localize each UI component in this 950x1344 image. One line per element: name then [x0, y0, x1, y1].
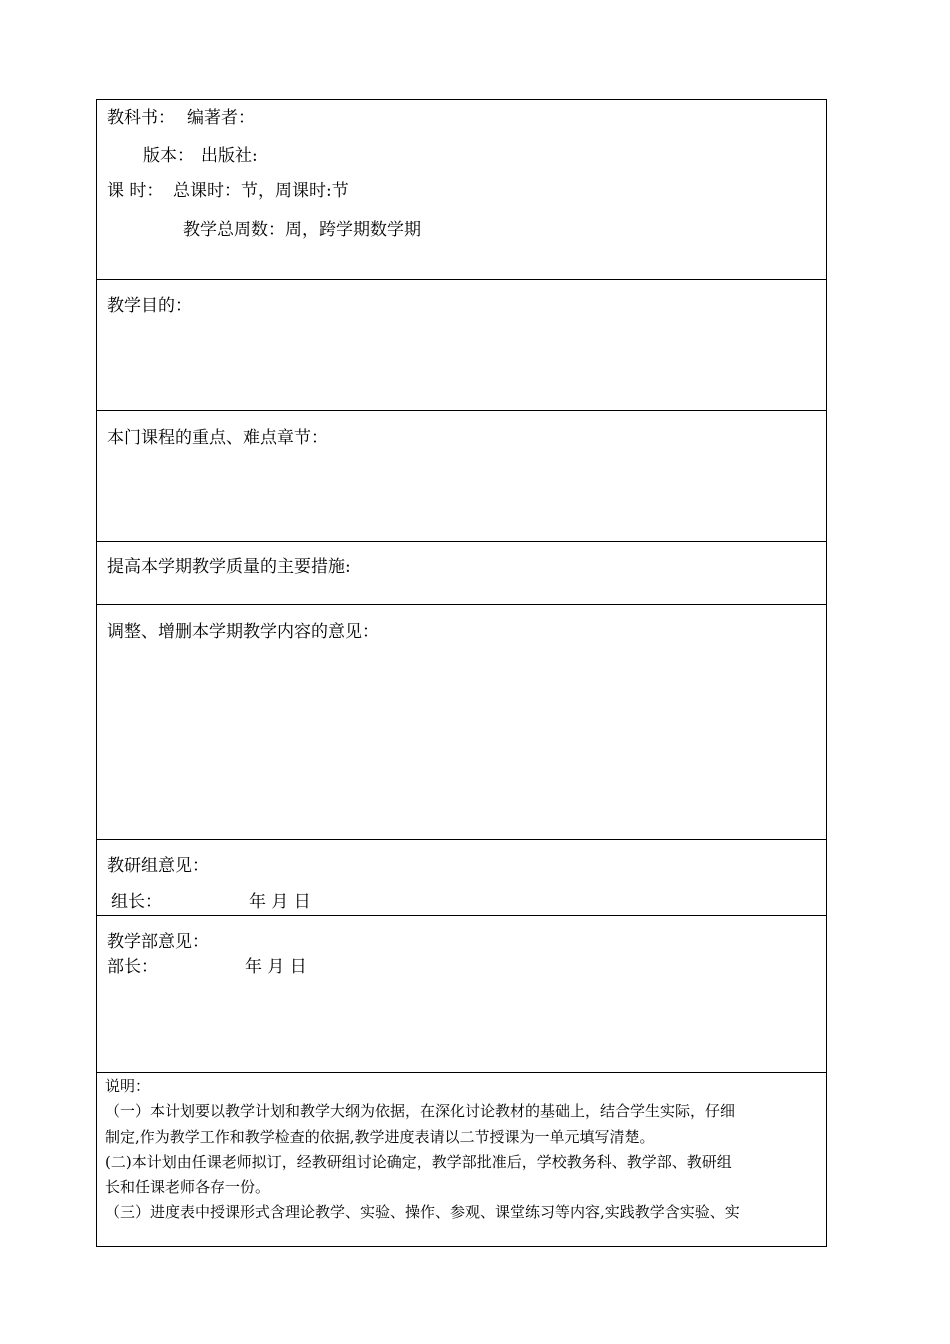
research-group-section	[97, 840, 826, 916]
measures-section	[97, 542, 826, 605]
note-line-5: （三）进度表中授课形式含理论教学、实验、操作、参观、课堂练习等内容,实践教学含实验、实	[105, 1203, 740, 1221]
teaching-plan-form	[96, 99, 827, 1247]
key-points-section	[97, 411, 826, 542]
adjustments-section	[97, 605, 826, 840]
key-points-label: 本门课程的重点、难点章节：	[107, 428, 328, 448]
objectives-label: 教学目的：	[107, 296, 192, 316]
objectives-section	[97, 280, 826, 411]
hours-value: 总课时：节，周课时:节	[173, 181, 349, 201]
textbook-label: 教科书：	[107, 108, 175, 128]
research-group-label: 教研组意见：	[107, 856, 209, 876]
note-line-1: （一）本计划要以教学计划和教学大纲为依据，在深化讨论教材的基础上，结合学生实际，仔细	[105, 1102, 736, 1120]
dept-date: 年 月 日	[245, 957, 307, 977]
hours-label: 课 时：	[107, 181, 164, 201]
note-line-4: 长和任课老师各存一份。	[105, 1178, 271, 1196]
group-date: 年 月 日	[249, 892, 311, 912]
teaching-dept-section	[97, 916, 826, 1073]
notes-title: 说明：	[105, 1077, 151, 1095]
note-line-2: 制定,作为教学工作和教学检查的依据,教学进度表请以二节授课为一单元填写清楚。	[105, 1128, 655, 1146]
group-leader-label: 组长：	[111, 892, 162, 912]
author-label: 编著者：	[187, 108, 255, 128]
dept-head-label: 部长：	[107, 957, 158, 977]
adjustments-label: 调整、增删本学期教学内容的意见：	[107, 622, 379, 642]
edition-label: 版本：	[143, 146, 194, 166]
measures-label: 提高本学期教学质量的主要措施:	[107, 557, 351, 577]
textbook-section	[97, 100, 826, 280]
notes-section	[97, 1073, 826, 1247]
teaching-dept-label: 教学部意见：	[107, 932, 209, 952]
weeks-label: 教学总周数：周，跨学期数学期	[183, 220, 421, 240]
publisher-label: 出版社:	[201, 146, 258, 166]
note-line-3: (二)本计划由任课老师拟订，经教研组讨论确定，教学部批准后，学校教务科、教学部、教研组	[105, 1153, 732, 1171]
